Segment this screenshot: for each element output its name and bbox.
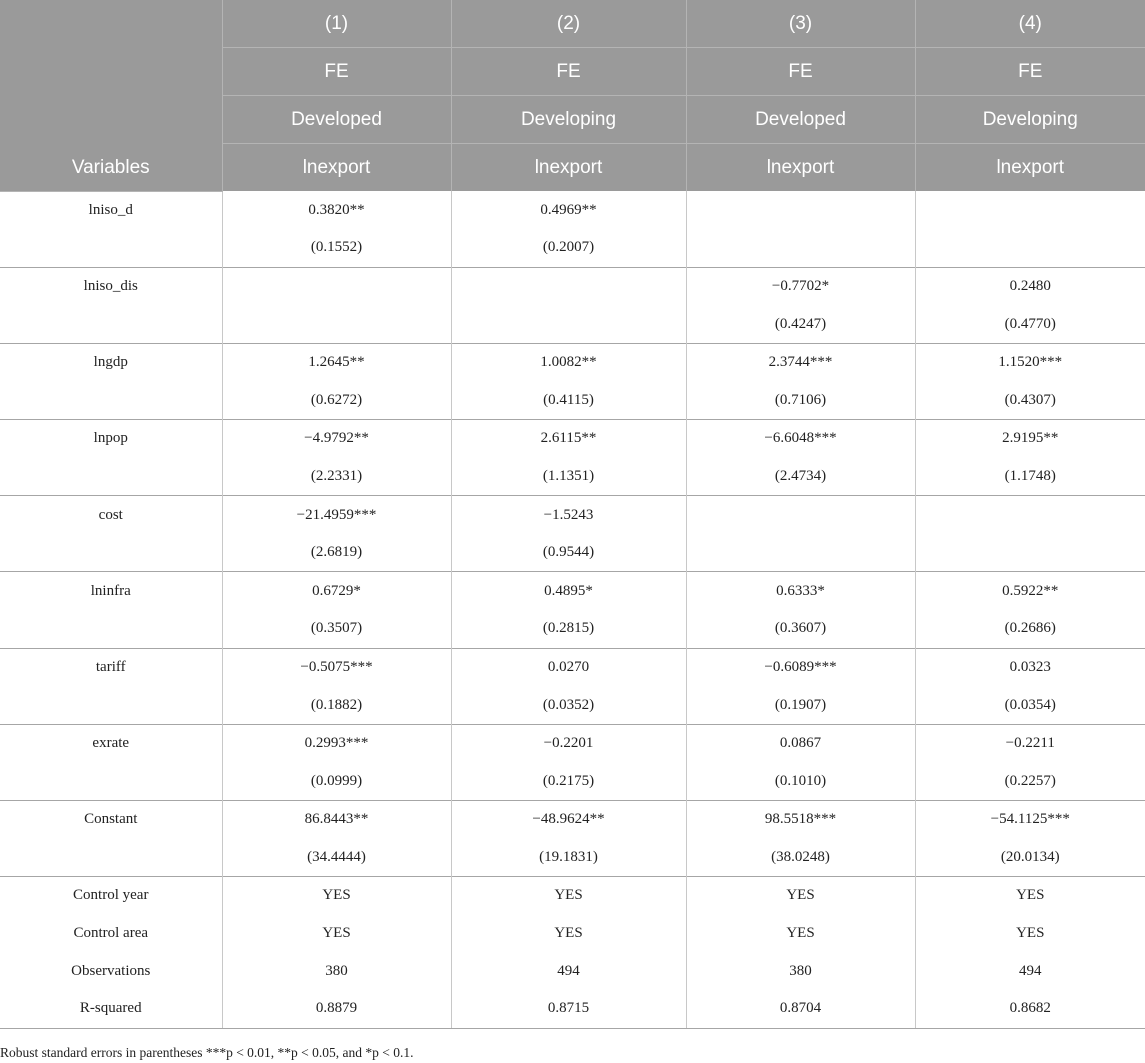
column-number-1: (1) xyxy=(222,0,451,48)
variable-label: cost xyxy=(0,496,222,534)
standard-error-cell: (0.2815) xyxy=(451,610,686,648)
statistic-cell: YES xyxy=(915,877,1145,915)
standard-error-cell xyxy=(451,305,686,343)
variable-label xyxy=(0,305,222,343)
variable-label: lnpop xyxy=(0,420,222,458)
dependent-2: lnexport xyxy=(451,144,686,192)
coefficient-cell: −0.2201 xyxy=(451,724,686,762)
coefficient-cell: 0.2993*** xyxy=(222,724,451,762)
variable-label: Control year xyxy=(0,877,222,915)
coefficient-cell: −1.5243 xyxy=(451,496,686,534)
standard-error-cell: (2.2331) xyxy=(222,458,451,496)
standard-error-cell: (2.6819) xyxy=(222,534,451,572)
coefficient-cell: 1.1520*** xyxy=(915,343,1145,381)
statistic-cell: 0.8715 xyxy=(451,990,686,1028)
standard-error-row xyxy=(0,762,1145,800)
standard-error-cell: (1.1351) xyxy=(451,458,686,496)
variable-label xyxy=(0,839,222,877)
standard-error-cell: (20.0134) xyxy=(915,839,1145,877)
coefficient-row xyxy=(0,343,1145,381)
statistic-row xyxy=(0,877,1145,915)
statistic-row xyxy=(0,915,1145,953)
variable-label xyxy=(0,686,222,724)
standard-error-row xyxy=(0,305,1145,343)
coefficient-cell: 0.3820** xyxy=(222,191,451,229)
statistic-cell: YES xyxy=(451,915,686,953)
standard-error-cell: (0.3507) xyxy=(222,610,451,648)
coefficient-cell: −0.6089*** xyxy=(686,648,915,686)
statistic-cell: 380 xyxy=(222,952,451,990)
statistic-cell: YES xyxy=(222,915,451,953)
variable-label xyxy=(0,610,222,648)
header-row-column-numbers xyxy=(0,0,1145,48)
statistic-cell: 494 xyxy=(451,952,686,990)
statistic-cell: YES xyxy=(686,915,915,953)
standard-error-cell: (0.1882) xyxy=(222,686,451,724)
variable-label xyxy=(0,381,222,419)
standard-error-row xyxy=(0,229,1145,267)
standard-error-cell: (0.3607) xyxy=(686,610,915,648)
statistic-cell: 0.8682 xyxy=(915,990,1145,1028)
coefficient-cell xyxy=(915,496,1145,534)
coefficient-cell: 2.9195** xyxy=(915,420,1145,458)
dependent-4: lnexport xyxy=(915,144,1145,192)
statistic-cell: YES xyxy=(686,877,915,915)
statistic-cell: 0.8704 xyxy=(686,990,915,1028)
table-header xyxy=(0,0,1145,191)
standard-error-cell: (0.4307) xyxy=(915,381,1145,419)
coefficient-cell: 0.6729* xyxy=(222,572,451,610)
coefficient-cell: 0.2480 xyxy=(915,267,1145,305)
statistic-row xyxy=(0,952,1145,990)
table-body xyxy=(0,191,1145,1028)
coefficient-cell xyxy=(686,496,915,534)
estimator-3: FE xyxy=(686,48,915,96)
standard-error-row xyxy=(0,610,1145,648)
standard-error-cell: (0.6272) xyxy=(222,381,451,419)
coefficient-cell: −54.1125*** xyxy=(915,801,1145,839)
statistic-cell: 494 xyxy=(915,952,1145,990)
sample-3: Developed xyxy=(686,96,915,144)
variables-header: Variables xyxy=(0,0,222,191)
coefficient-cell: 0.6333* xyxy=(686,572,915,610)
variable-label: Control area xyxy=(73,925,149,942)
coefficient-cell: 0.4895* xyxy=(451,572,686,610)
sample-1: Developed xyxy=(222,96,451,144)
variable-label: Observations xyxy=(71,962,151,979)
coefficient-cell: 1.2645** xyxy=(222,343,451,381)
standard-error-cell: (0.2686) xyxy=(915,610,1145,648)
standard-error-cell: (0.1907) xyxy=(686,686,915,724)
coefficient-cell: 0.5922** xyxy=(915,572,1145,610)
standard-error-cell: (0.1552) xyxy=(222,229,451,267)
coefficient-cell: 0.0270 xyxy=(451,648,686,686)
variable-label: lngdp xyxy=(0,343,222,381)
standard-error-cell: (0.0354) xyxy=(915,686,1145,724)
column-number-3: (3) xyxy=(686,0,915,48)
dependent-3: lnexport xyxy=(686,144,915,192)
variable-label: R-squared xyxy=(0,990,222,1028)
standard-error-row xyxy=(0,458,1145,496)
standard-error-cell: (0.4115) xyxy=(451,381,686,419)
statistic-cell: 0.8879 xyxy=(222,990,451,1028)
coefficient-cell xyxy=(915,191,1145,229)
statistic-row xyxy=(0,990,1145,1028)
standard-error-cell: (0.2175) xyxy=(451,762,686,800)
standard-error-cell: (34.4444) xyxy=(222,839,451,877)
sample-4: Developing xyxy=(915,96,1145,144)
variable-label: lniso_d xyxy=(88,201,133,218)
coefficient-cell: 0.4969** xyxy=(451,191,686,229)
standard-error-cell: (0.9544) xyxy=(451,534,686,572)
standard-error-cell xyxy=(686,534,915,572)
coefficient-row xyxy=(0,801,1145,839)
dependent-1: lnexport xyxy=(222,144,451,192)
coefficient-row xyxy=(0,267,1145,305)
statistic-cell: 380 xyxy=(686,952,915,990)
coefficient-row xyxy=(0,572,1145,610)
standard-error-row xyxy=(0,839,1145,877)
standard-error-cell xyxy=(915,534,1145,572)
standard-error-cell: (2.4734) xyxy=(686,458,915,496)
standard-error-cell: (19.1831) xyxy=(451,839,686,877)
estimator-1: FE xyxy=(222,48,451,96)
coefficient-cell: −0.2211 xyxy=(915,724,1145,762)
coefficient-cell: −0.7702* xyxy=(686,267,915,305)
coefficient-cell: 86.8443** xyxy=(222,801,451,839)
coefficient-cell: −0.5075*** xyxy=(222,648,451,686)
coefficient-cell: 1.0082** xyxy=(451,343,686,381)
standard-error-cell: (0.1010) xyxy=(686,762,915,800)
variable-label: exrate xyxy=(0,724,222,762)
variable-label: lninfra xyxy=(0,572,222,610)
coefficient-cell: 0.0867 xyxy=(686,724,915,762)
coefficient-cell xyxy=(222,267,451,305)
sample-2: Developing xyxy=(451,96,686,144)
coefficient-cell: −21.4959*** xyxy=(222,496,451,534)
coefficient-row xyxy=(0,648,1145,686)
coefficient-row xyxy=(0,496,1145,534)
variable-label: Constant xyxy=(0,801,222,839)
coefficient-cell: 98.5518*** xyxy=(686,801,915,839)
variable-label: tariff xyxy=(0,648,222,686)
standard-error-cell: (0.0999) xyxy=(222,762,451,800)
table-note: Robust standard errors in parentheses ***p < 0.01, **p < 0.05, and *p < 0.1. xyxy=(0,1045,414,1060)
standard-error-cell: (1.1748) xyxy=(915,458,1145,496)
variable-label xyxy=(0,534,222,572)
coefficient-cell: −6.6048*** xyxy=(686,420,915,458)
coefficient-row xyxy=(0,724,1145,762)
coefficient-row xyxy=(0,191,1145,229)
statistic-cell: YES xyxy=(451,877,686,915)
variable-label: lniso_dis xyxy=(0,267,222,305)
coefficient-cell: 0.0323 xyxy=(915,648,1145,686)
coefficient-row xyxy=(0,420,1145,458)
standard-error-cell xyxy=(915,229,1145,267)
coefficient-cell: 2.6115** xyxy=(451,420,686,458)
standard-error-row xyxy=(0,686,1145,724)
standard-error-row xyxy=(0,381,1145,419)
standard-error-cell: (0.7106) xyxy=(686,381,915,419)
coefficient-cell: 2.3744*** xyxy=(686,343,915,381)
estimator-2: FE xyxy=(451,48,686,96)
variable-label xyxy=(0,458,222,496)
standard-error-cell: (38.0248) xyxy=(686,839,915,877)
standard-error-cell: (0.4247) xyxy=(686,305,915,343)
standard-error-cell: (0.2257) xyxy=(915,762,1145,800)
coefficient-cell xyxy=(451,267,686,305)
variable-label xyxy=(0,762,222,800)
standard-error-row xyxy=(0,534,1145,572)
standard-error-cell: (0.2007) xyxy=(451,229,686,267)
standard-error-cell xyxy=(222,305,451,343)
statistic-cell: YES xyxy=(222,877,451,915)
column-number-2: (2) xyxy=(451,0,686,48)
standard-error-cell: (0.0352) xyxy=(451,686,686,724)
standard-error-cell: (0.4770) xyxy=(915,305,1145,343)
variable-label xyxy=(0,229,222,267)
coefficient-cell: −4.9792** xyxy=(222,420,451,458)
coefficient-cell: −48.9624** xyxy=(451,801,686,839)
standard-error-cell xyxy=(686,229,915,267)
estimator-4: FE xyxy=(915,48,1145,96)
column-number-4: (4) xyxy=(915,0,1145,48)
statistic-cell: YES xyxy=(915,915,1145,953)
coefficient-cell xyxy=(686,191,915,229)
